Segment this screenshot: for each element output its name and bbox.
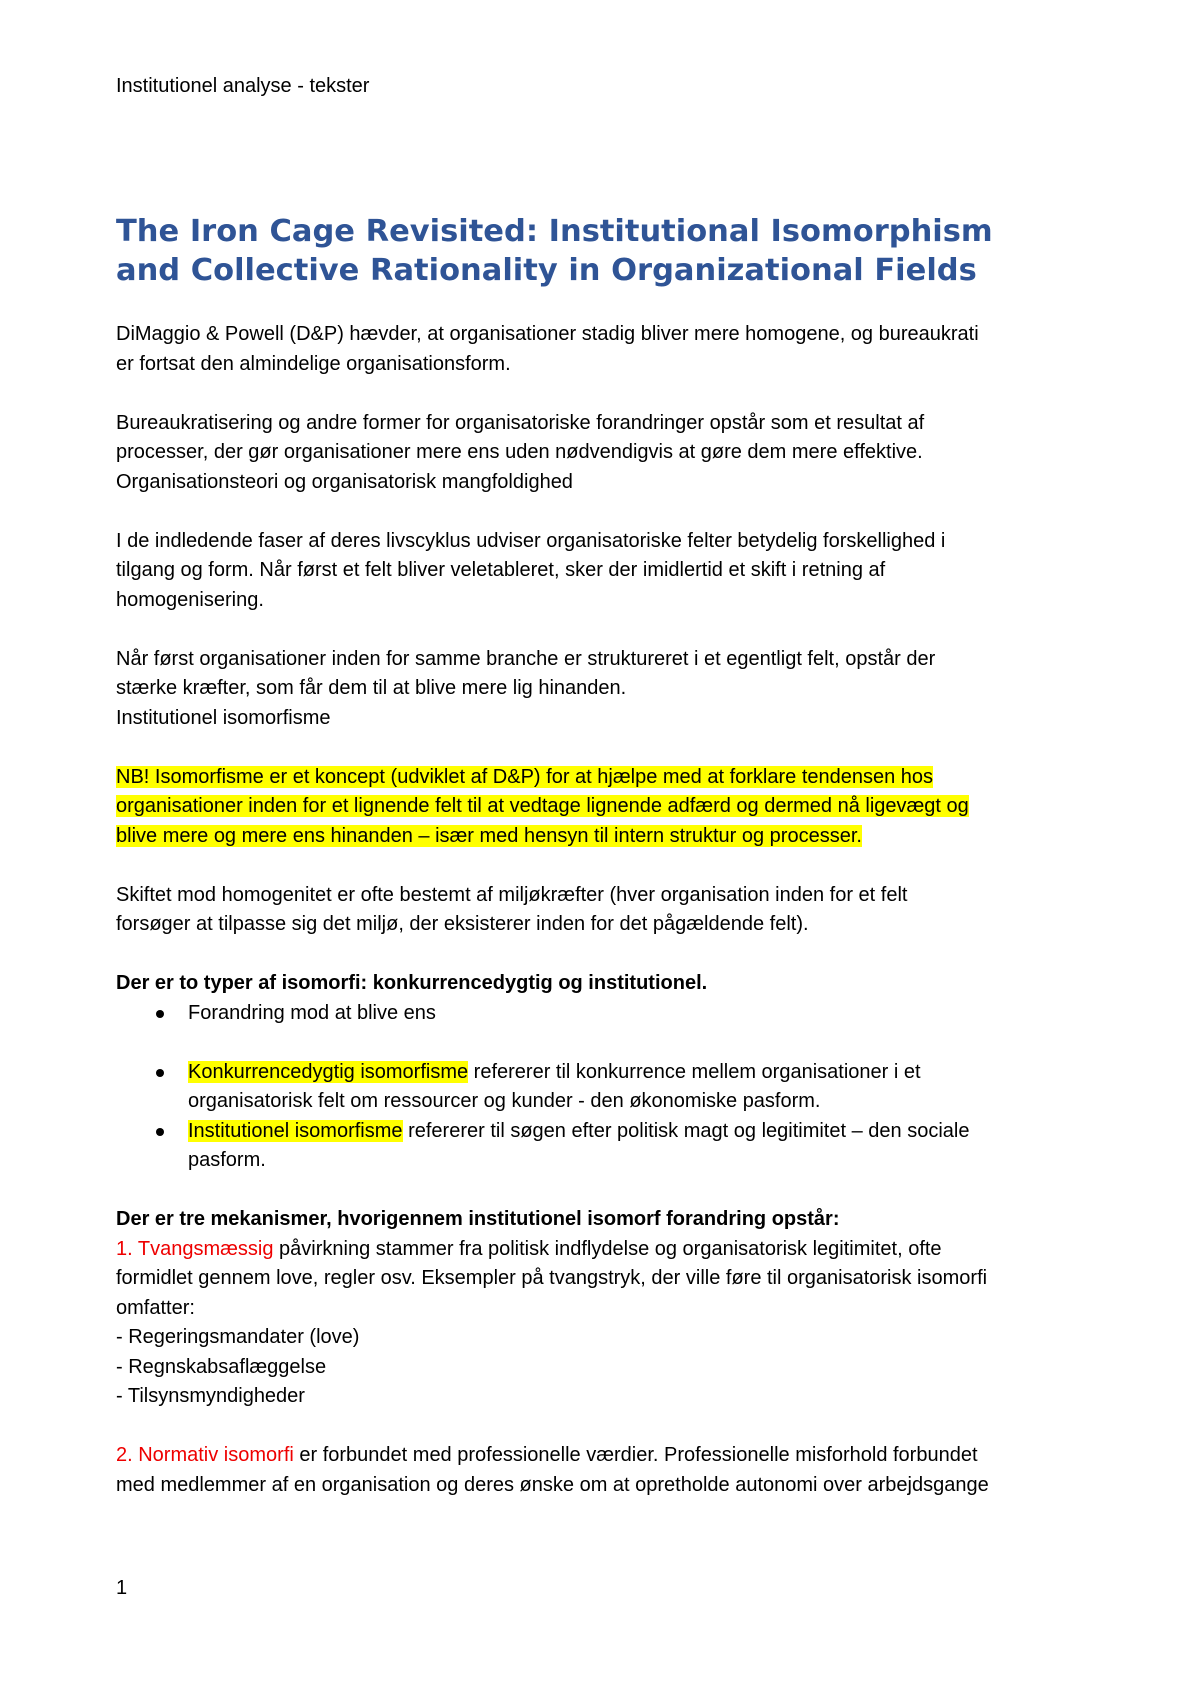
bullet-icon (156, 1010, 164, 1018)
paragraph-livscyklus (116, 527, 1100, 616)
text-line: stærke kræfter, som får dem til at blive mere lig hinanden. (116, 677, 627, 699)
title-line-1: The Iron Cage Revisited: Institutional Isomorphism (116, 214, 993, 249)
mechanism-label: 1. Tvangsmæssig (116, 1237, 274, 1260)
paragraph-nb-highlight (116, 763, 1100, 852)
text-line: Organisationsteori og organisatorisk mangfoldighed (116, 470, 573, 493)
mechanism-label: 2. Normativ isomorfi (116, 1444, 294, 1466)
text-line: er forbundet med professionelle værdier. Professionelle misforhold forbundet (293, 1444, 978, 1466)
isomorphism-bullet-list (116, 999, 1100, 1176)
text-line: påvirkning stammer fra politisk indflydelse og organisatorisk legitimitet, ofte (273, 1237, 942, 1260)
list-item-text: refererer til søgen efter politisk magt og legitimitet – den sociale (402, 1119, 970, 1142)
list-item (116, 1058, 1100, 1117)
list-item (116, 999, 1100, 1029)
text-line: er fortsat den almindelige organisationsform. (116, 352, 511, 375)
text-line: Skiftet mod homogenitet er ofte bestemt af miljøkræfter (hver organisation inden for et felt (116, 883, 908, 906)
list-item: - Regeringsmandater (love) (116, 1326, 360, 1348)
text-line: I de indledende faser af deres livscyklus udviser organisatoriske felter betydelig forskellighed i (116, 529, 946, 552)
text-line: tilgang og form. Når først et felt bliver veletableret, sker der imidlertid et skift i retning af (116, 559, 886, 581)
paragraph-intro (116, 320, 1100, 379)
bullet-icon (156, 1069, 164, 1077)
list-item: - Regnskabsaflæggelse (116, 1355, 327, 1378)
mechanisms-heading: Der er tre mekanismer, hvorigennem institutionel isomorf forandring opstår: (116, 1208, 840, 1230)
document-title (116, 212, 1100, 290)
text-line: Institutionel isomorfisme (116, 706, 331, 729)
list-item (116, 1117, 1100, 1176)
paragraph-bureaukratisering (116, 409, 1100, 498)
paragraph-homogenitet (116, 881, 1100, 940)
bullet-icon (156, 1128, 164, 1136)
text-line: DiMaggio & Powell (D&P) hævder, at organisationer stadig bliver mere homogene, og bureaukrati (116, 323, 979, 345)
list-item-text: organisatorisk felt om ressourcer og kunder - den økonomiske pasform. (188, 1090, 821, 1112)
paragraph-branche (116, 645, 1100, 734)
text-line: Bureaukratisering og andre former for organisatoriske forandringer opstår som et resultat af (116, 411, 925, 434)
list-item-text: Forandring mod at blive ens (188, 1001, 436, 1024)
page-number: 1 (116, 1577, 128, 1599)
highlighted-text: organisationer inden for et lignende felt til at vedtage lignende adfærd og dermed nå ligevægt og (116, 795, 969, 817)
list-item-text: pasform. (188, 1149, 266, 1171)
text-line: forsøger at tilpasse sig det miljø, der eksisterer inden for det pågældende felt). (116, 913, 809, 935)
list-item-text: refererer til konkurrence mellem organisationer i et (468, 1060, 921, 1083)
highlighted-term: Institutionel isomorfisme (188, 1119, 403, 1142)
highlighted-text: NB! Isomorfisme er et koncept (udviklet af D&P) for at hjælpe med at forklare tendensen hos (116, 765, 934, 788)
types-heading: Der er to typer af isomorfi: konkurrencedygtig og institutionel. (116, 972, 708, 994)
text-line: med medlemmer af en organisation og deres ønske om at opretholde autonomi over arbejdsgange (116, 1473, 989, 1496)
text-line: processer, der gør organisationer mere ens uden nødvendigvis at gøre dem mere effektive. (116, 441, 923, 463)
text-line: formidlet gennem love, regler osv. Eksempler på tvangstryk, der ville føre til organisatorisk isomorfi (116, 1267, 988, 1289)
page-header: Institutionel analyse - tekster (116, 75, 370, 97)
mechanism-normativ (116, 1441, 1100, 1500)
mechanisms-section (116, 1205, 1100, 1412)
highlighted-term: Konkurrencedygtig isomorfisme (188, 1060, 469, 1083)
highlighted-text: blive mere og mere ens hinanden – især med hensyn til intern struktur og processer. (116, 824, 862, 847)
text-line: Når først organisationer inden for samme branche er struktureret i et egentligt felt, opstår der (116, 647, 936, 670)
list-item: - Tilsynsmyndigheder (116, 1385, 305, 1407)
text-line: homogenisering. (116, 588, 264, 611)
text-line: omfatter: (116, 1296, 195, 1319)
title-line-2: and Collective Rationality in Organizational Fields (116, 253, 977, 288)
